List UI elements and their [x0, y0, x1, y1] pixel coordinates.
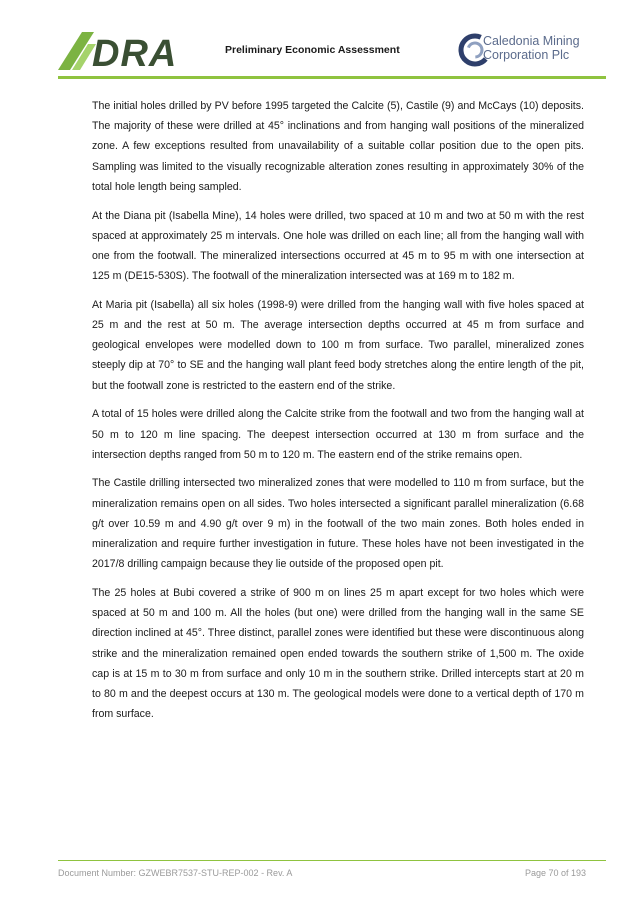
header-divider	[58, 76, 606, 79]
dra-logo	[58, 30, 198, 70]
footer-divider	[58, 860, 606, 861]
caledonia-logo-line1: Caledonia Mining	[483, 34, 580, 48]
document-number: Document Number: GZWEBR7537-STU-REP-002 - Rev. A	[58, 868, 293, 878]
page-number: Page 70 of 193	[524, 868, 586, 878]
paragraph-maria-pit: At Maria pit (Isabella) all six holes (1998-9) were drilled from the hanging wall with five holes spaced at 25 m and the rest at 50 m. The average intersection depths occurred at 45 m from surface and geological envelopes were modelled down to 100 m from surface. Two parallel, mineralized zones steeply dip at 70° to SE and the hanging wall plant feed body stretches along the entire length of the pit, but the footwall zone is restricted to the eastern end of the strike.	[92, 298, 584, 392]
page-body	[92, 96, 584, 733]
paragraph-initial-holes: The initial holes drilled by PV before 1995 targeted the Calcite (5), Castile (9) and McCays (10) deposits. The majority of these were drilled at 45° inclinations and from hanging wall positions of the mineralized zone. A few exceptions resulted from unavailability of a suitable collar position due to the open pits. Sampling was limited to the visually recognizable alteration zones resulting in approximately 30% of the total hole length being sampled.	[92, 100, 584, 193]
caledonia-logo-line2: Corporation Plc	[483, 48, 570, 62]
paragraph-castile: The Castile drilling intersected two mineralized zones that were modelled to 110 m from surface, but the mineralization remains open on all sides. Two holes intersected a significant parallel mineralization (6.68 g/t over 10.59 m and 4.90 g/t over 9 m) in the footwall of the two main zones. Both holes ended in mineralization and require further investigation in future. These holes have not been investigated in the 2017/8 drilling campaign because they lie outside of the proposed open pit.	[92, 477, 584, 571]
dra-logo-text: DRA	[92, 33, 178, 70]
paragraph-calcite: A total of 15 holes were drilled along the Calcite strike from the footwall and two from the hanging wall at 50 m to 120 m line spacing. The deepest intersection occurred at 130 m from surface and the intersection depths ranged from 50 m to 120 m. The eastern end of the strike remains open.	[92, 408, 584, 461]
caledonia-logo	[458, 32, 608, 70]
page-header	[0, 0, 644, 80]
paragraph-bubi: The 25 holes at Bubi covered a strike of 900 m on lines 25 m apart except for two holes which were spaced at 50 m and 100 m. All the holes (but one) were drilled from the hanging wall in the same SE direction inclined at 45°. Three distinct, parallel zones were identified but these were discontinuous along strike and the mineralization remained open ended towards the southern strike of 1,500 m. The oxide cap is at 15 m to 30 m from surface and only 10 m in the southern strike. Drilled intercepts start at 20 m to 80 m and the deepest occurs at 130 m. The geological models were done to a vertical depth of 170 m from surface.	[92, 586, 584, 721]
paragraph-diana-pit: At the Diana pit (Isabella Mine), 14 holes were drilled, two spaced at 10 m and two at 50 m with the rest spaced at approximately 25 m intervals. One hole was drilled on each line; all from the hanging wall with one from the footwall. The mineralized intersections occurred at 45 m to 95 m with one intersection at 125 m (DE15-530S). The footwall of the mineralization intersected was at 169 m to 182 m.	[92, 209, 584, 283]
document-title: Preliminary Economic Assessment	[225, 44, 400, 56]
